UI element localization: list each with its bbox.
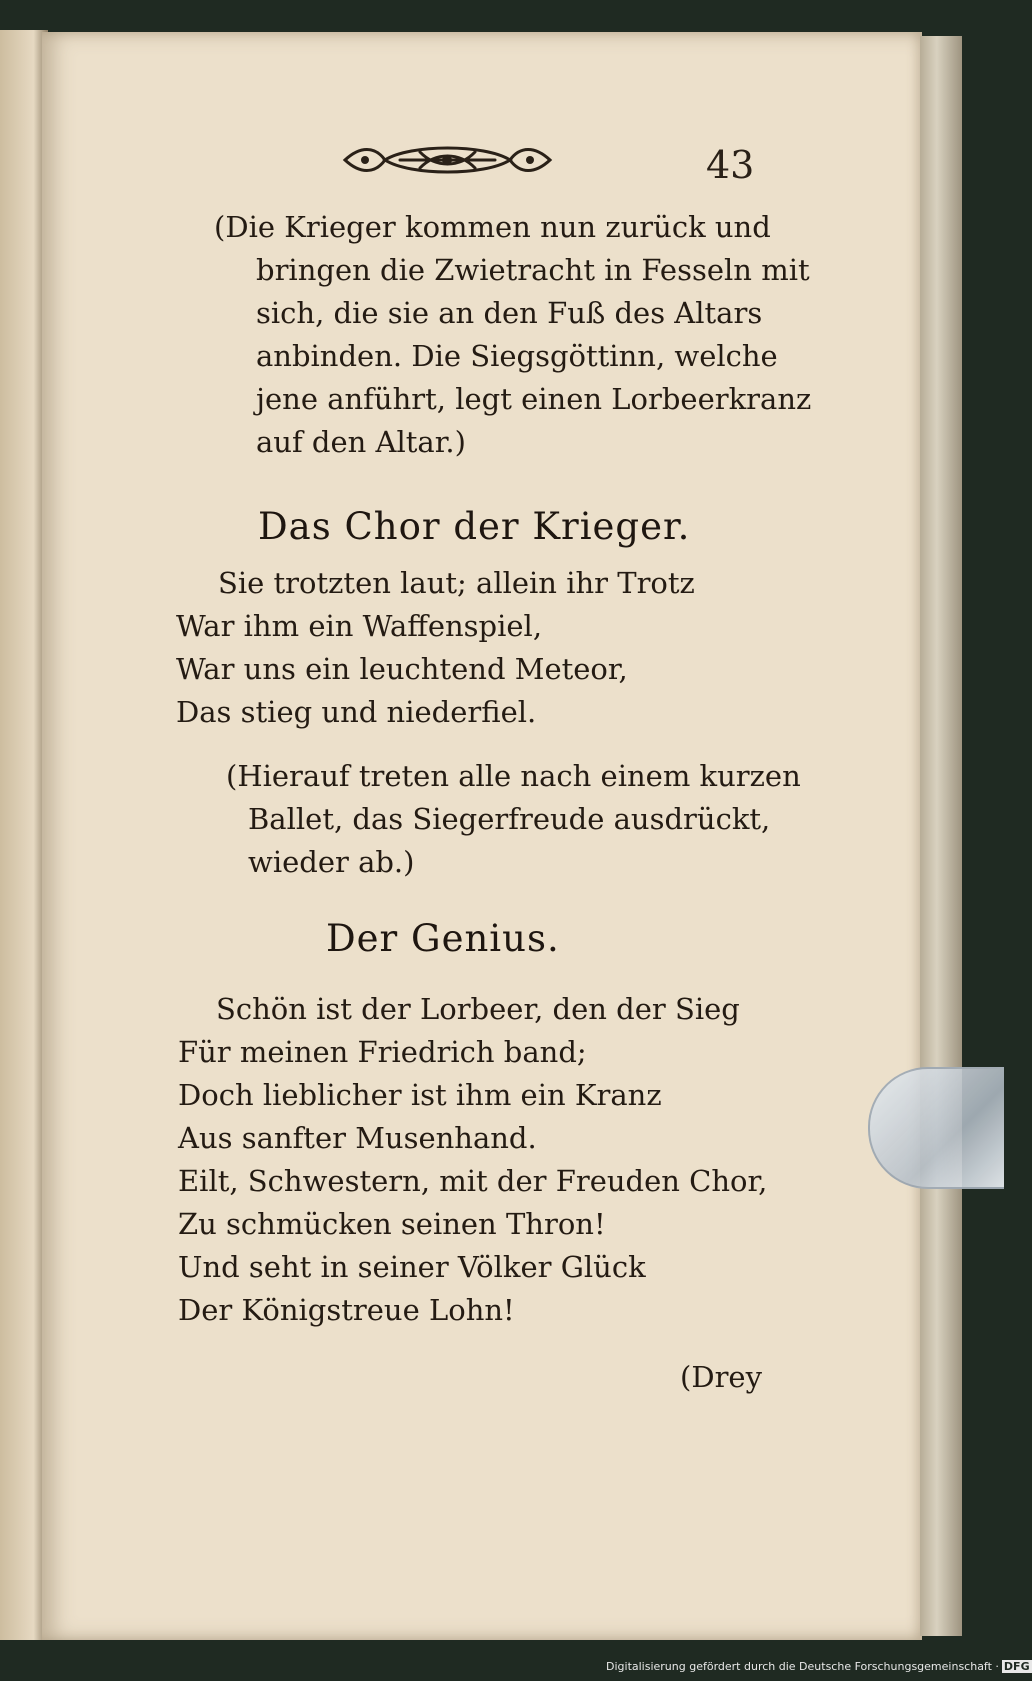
text-line: (Die Krieger kommen nun zurück und [214, 210, 771, 244]
facing-page-edge [0, 30, 48, 1640]
text-line: Ballet, das Siegerfreude ausdrückt, [248, 802, 771, 836]
verse-line: Zu schmücken seinen Thron! [178, 1207, 606, 1241]
page-stack-edge [920, 36, 962, 1636]
verse-line: Für meinen Friedrich band; [178, 1035, 587, 1069]
dfg-logo: DFG [1003, 1660, 1030, 1673]
verse-line: Doch lieblicher ist ihm ein Kranz [178, 1078, 662, 1112]
verse-line: War ihm ein Waffenspiel, [176, 609, 543, 643]
verse-line: Schön ist der Lorbeer, den der Sieg [216, 992, 740, 1026]
verse-chorus [176, 562, 695, 734]
text-line: (Hierauf treten alle nach einem kurzen [226, 759, 801, 793]
text-line: wieder ab.) [248, 845, 415, 879]
verse-line: Der Königstreue Lohn! [178, 1293, 515, 1327]
credit-text: Digitalisierung gefördert durch die Deutsche Forschungsgemeinschaft · [606, 1660, 999, 1673]
text-line: bringen die Zwietracht in Fesseln mit [256, 253, 810, 287]
text-line: auf den Altar.) [256, 425, 466, 459]
verse-line: Aus sanfter Musenhand. [178, 1121, 537, 1155]
ornament-vignette-icon [340, 138, 555, 182]
verse-line: Und seht in seiner Völker Glück [178, 1250, 646, 1284]
page-clip [868, 1067, 1004, 1189]
stage-direction-2 [226, 755, 801, 884]
verse-line: Sie trotzten laut; allein ihr Trotz [218, 566, 695, 600]
section-heading-genius: Der Genius. [326, 917, 560, 960]
digitization-credit [606, 1660, 1030, 1680]
verse-line: War uns ein leuchtend Meteor, [176, 652, 628, 686]
verse-line: Das stieg und niederfiel. [176, 695, 537, 729]
text-line: sich, die sie an den Fuß des Altars [256, 296, 763, 330]
verse-genius [178, 988, 767, 1332]
stage-direction-1 [214, 206, 811, 464]
text-line: anbinden. Die Siegsgöttinn, welche [256, 339, 778, 373]
page-number: 43 [706, 143, 755, 187]
catchword: (Drey [680, 1360, 762, 1394]
verse-line: Eilt, Schwestern, mit der Freuden Chor, [178, 1164, 768, 1198]
text-line: jene anführt, legt einen Lorbeerkranz [256, 382, 812, 416]
section-heading-chorus: Das Chor der Krieger. [258, 505, 691, 548]
